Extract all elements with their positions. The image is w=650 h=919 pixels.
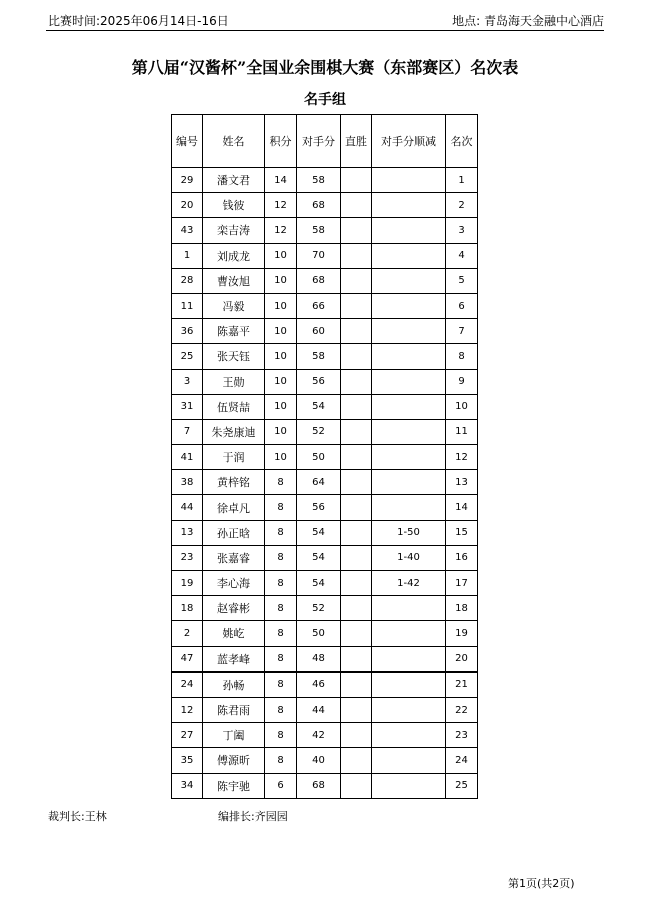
cell-score: 8: [265, 545, 297, 570]
table-row: [172, 621, 478, 646]
cell-name: 刘成龙: [203, 243, 265, 268]
cell-opponent-score: 44: [297, 697, 341, 722]
cell-direct-win: [341, 773, 372, 798]
cell-tiebreak: [372, 621, 446, 646]
cell-opponent-score: 54: [297, 394, 341, 419]
standings-table: [171, 114, 478, 799]
cell-opponent-score: 52: [297, 596, 341, 621]
cell-direct-win: [341, 369, 372, 394]
cell-score: 8: [265, 672, 297, 698]
cell-direct-win: [341, 621, 372, 646]
cell-name: 李心海: [203, 571, 265, 596]
column-header-rank: 名次: [446, 115, 478, 168]
cell-name: 潘文君: [203, 168, 265, 193]
cell-rank: 10: [446, 394, 478, 419]
cell-score: 8: [265, 723, 297, 748]
cell-rank: 14: [446, 495, 478, 520]
cell-id: 43: [172, 218, 203, 243]
cell-name: 伍贤喆: [203, 394, 265, 419]
cell-id: 36: [172, 319, 203, 344]
cell-name: 傅源昕: [203, 748, 265, 773]
cell-name: 陈君雨: [203, 697, 265, 722]
table-row: [172, 723, 478, 748]
table-row: [172, 168, 478, 193]
cell-opponent-score: 64: [297, 470, 341, 495]
cell-name: 徐卓凡: [203, 495, 265, 520]
table-row: [172, 495, 478, 520]
competition-date: 比赛时间:2025年06月14日-16日: [48, 14, 229, 28]
cell-direct-win: [341, 748, 372, 773]
cell-score: 8: [265, 571, 297, 596]
cell-id: 24: [172, 672, 203, 698]
cell-tiebreak: [372, 193, 446, 218]
cell-tiebreak: [372, 243, 446, 268]
cell-opponent-score: 68: [297, 268, 341, 293]
cell-name: 孙正晗: [203, 520, 265, 545]
cell-rank: 23: [446, 723, 478, 748]
cell-tiebreak: [372, 445, 446, 470]
cell-id: 12: [172, 697, 203, 722]
cell-name: 黄梓铭: [203, 470, 265, 495]
table-row: [172, 419, 478, 444]
cell-rank: 7: [446, 319, 478, 344]
cell-tiebreak: [372, 646, 446, 672]
cell-rank: 22: [446, 697, 478, 722]
cell-tiebreak: [372, 168, 446, 193]
cell-opponent-score: 54: [297, 545, 341, 570]
cell-tiebreak: [372, 495, 446, 520]
table-row: [172, 646, 478, 672]
cell-opponent-score: 40: [297, 748, 341, 773]
cell-score: 10: [265, 394, 297, 419]
cell-name: 陈宇驰: [203, 773, 265, 798]
cell-score: 12: [265, 218, 297, 243]
cell-direct-win: [341, 495, 372, 520]
cell-name: 王勋: [203, 369, 265, 394]
cell-tiebreak: [372, 369, 446, 394]
cell-rank: 17: [446, 571, 478, 596]
cell-tiebreak: 1-40: [372, 545, 446, 570]
cell-score: 10: [265, 369, 297, 394]
cell-score: 8: [265, 621, 297, 646]
cell-tiebreak: [372, 319, 446, 344]
cell-direct-win: [341, 193, 372, 218]
cell-id: 19: [172, 571, 203, 596]
cell-id: 1: [172, 243, 203, 268]
cell-opponent-score: 68: [297, 193, 341, 218]
table-row: [172, 697, 478, 722]
column-header-name: 姓名: [203, 115, 265, 168]
cell-score: 8: [265, 646, 297, 672]
cell-id: 20: [172, 193, 203, 218]
cell-tiebreak: [372, 218, 446, 243]
cell-tiebreak: [372, 419, 446, 444]
cell-id: 11: [172, 293, 203, 318]
cell-name: 丁阖: [203, 723, 265, 748]
table-row: [172, 319, 478, 344]
cell-rank: 11: [446, 419, 478, 444]
cell-opponent-score: 54: [297, 520, 341, 545]
document-title: 第八届“汉酱杯”全国业余围棋大赛（东部赛区）名次表: [131, 58, 519, 77]
cell-rank: 8: [446, 344, 478, 369]
cell-score: 10: [265, 419, 297, 444]
table-row: [172, 218, 478, 243]
cell-rank: 25: [446, 773, 478, 798]
cell-opponent-score: 48: [297, 646, 341, 672]
chief-arranger: 编排长:齐园园: [218, 810, 288, 823]
cell-opponent-score: 60: [297, 319, 341, 344]
cell-opponent-score: 70: [297, 243, 341, 268]
cell-opponent-score: 68: [297, 773, 341, 798]
cell-rank: 16: [446, 545, 478, 570]
cell-opponent-score: 56: [297, 369, 341, 394]
cell-name: 朱尧康迪: [203, 419, 265, 444]
page-number: 第1页(共2页): [508, 877, 575, 890]
cell-id: 44: [172, 495, 203, 520]
cell-id: 28: [172, 268, 203, 293]
cell-score: 8: [265, 748, 297, 773]
table-row: [172, 596, 478, 621]
column-header-tiebreak: 对手分顺减: [372, 115, 446, 168]
group-subtitle: 名手组: [304, 92, 346, 108]
cell-id: 25: [172, 344, 203, 369]
cell-id: 41: [172, 445, 203, 470]
cell-direct-win: [341, 419, 372, 444]
table-row: [172, 394, 478, 419]
table-row: [172, 344, 478, 369]
cell-score: 10: [265, 293, 297, 318]
cell-id: 18: [172, 596, 203, 621]
cell-direct-win: [341, 394, 372, 419]
cell-id: 35: [172, 748, 203, 773]
cell-rank: 13: [446, 470, 478, 495]
table-body: [172, 168, 478, 799]
cell-rank: 15: [446, 520, 478, 545]
cell-opponent-score: 54: [297, 571, 341, 596]
cell-rank: 5: [446, 268, 478, 293]
cell-score: 10: [265, 243, 297, 268]
cell-name: 蓝孝峰: [203, 646, 265, 672]
cell-direct-win: [341, 697, 372, 722]
column-header-direct-win: 直胜: [341, 115, 372, 168]
chief-referee: 裁判长:王林: [48, 810, 107, 823]
cell-rank: 12: [446, 445, 478, 470]
cell-name: 孙畅: [203, 672, 265, 698]
cell-name: 冯毅: [203, 293, 265, 318]
cell-rank: 18: [446, 596, 478, 621]
cell-rank: 19: [446, 621, 478, 646]
table-row: [172, 193, 478, 218]
cell-score: 8: [265, 495, 297, 520]
cell-id: 23: [172, 545, 203, 570]
cell-rank: 4: [446, 243, 478, 268]
cell-id: 2: [172, 621, 203, 646]
cell-score: 14: [265, 168, 297, 193]
cell-name: 陈嘉平: [203, 319, 265, 344]
cell-name: 赵睿彬: [203, 596, 265, 621]
cell-score: 10: [265, 344, 297, 369]
table-row: [172, 243, 478, 268]
table-row: [172, 672, 478, 698]
cell-tiebreak: [372, 596, 446, 621]
cell-direct-win: [341, 723, 372, 748]
cell-direct-win: [341, 319, 372, 344]
cell-id: 31: [172, 394, 203, 419]
cell-tiebreak: [372, 697, 446, 722]
cell-direct-win: [341, 218, 372, 243]
cell-rank: 21: [446, 672, 478, 698]
cell-direct-win: [341, 571, 372, 596]
cell-id: 47: [172, 646, 203, 672]
cell-rank: 1: [446, 168, 478, 193]
cell-direct-win: [341, 596, 372, 621]
cell-score: 8: [265, 520, 297, 545]
cell-direct-win: [341, 293, 372, 318]
header-divider: [46, 30, 604, 31]
cell-score: 8: [265, 596, 297, 621]
cell-direct-win: [341, 520, 372, 545]
cell-name: 栾吉涛: [203, 218, 265, 243]
cell-opponent-score: 42: [297, 723, 341, 748]
cell-direct-win: [341, 672, 372, 698]
cell-direct-win: [341, 243, 372, 268]
column-header-score: 积分: [265, 115, 297, 168]
cell-name: 钱彼: [203, 193, 265, 218]
cell-id: 34: [172, 773, 203, 798]
cell-rank: 24: [446, 748, 478, 773]
cell-opponent-score: 66: [297, 293, 341, 318]
cell-opponent-score: 52: [297, 419, 341, 444]
competition-location: 地点: 青岛海天金融中心酒店: [452, 14, 604, 28]
cell-name: 曹汝旭: [203, 268, 265, 293]
cell-score: 10: [265, 268, 297, 293]
cell-tiebreak: [372, 748, 446, 773]
cell-opponent-score: 56: [297, 495, 341, 520]
cell-rank: 20: [446, 646, 478, 672]
cell-direct-win: [341, 344, 372, 369]
table-row: [172, 369, 478, 394]
cell-name: 张天钰: [203, 344, 265, 369]
cell-name: 张嘉睿: [203, 545, 265, 570]
cell-opponent-score: 58: [297, 168, 341, 193]
cell-id: 38: [172, 470, 203, 495]
column-header-id: 编号: [172, 115, 203, 168]
cell-score: 8: [265, 470, 297, 495]
cell-rank: 9: [446, 369, 478, 394]
cell-opponent-score: 50: [297, 621, 341, 646]
cell-rank: 2: [446, 193, 478, 218]
table-row: [172, 293, 478, 318]
cell-direct-win: [341, 445, 372, 470]
cell-tiebreak: [372, 268, 446, 293]
cell-opponent-score: 58: [297, 344, 341, 369]
cell-direct-win: [341, 168, 372, 193]
cell-id: 3: [172, 369, 203, 394]
cell-tiebreak: 1-42: [372, 571, 446, 596]
cell-id: 7: [172, 419, 203, 444]
cell-rank: 6: [446, 293, 478, 318]
cell-score: 10: [265, 319, 297, 344]
cell-tiebreak: [372, 672, 446, 698]
column-header-opponent-score: 对手分: [297, 115, 341, 168]
cell-tiebreak: [372, 293, 446, 318]
cell-opponent-score: 50: [297, 445, 341, 470]
cell-tiebreak: [372, 344, 446, 369]
cell-name: 姚屹: [203, 621, 265, 646]
cell-tiebreak: [372, 773, 446, 798]
cell-id: 27: [172, 723, 203, 748]
table-header-row: [172, 115, 478, 168]
cell-direct-win: [341, 470, 372, 495]
table-row: [172, 520, 478, 545]
cell-score: 10: [265, 445, 297, 470]
table-row: [172, 545, 478, 570]
cell-id: 13: [172, 520, 203, 545]
cell-direct-win: [341, 646, 372, 672]
cell-direct-win: [341, 268, 372, 293]
cell-direct-win: [341, 545, 372, 570]
cell-tiebreak: [372, 723, 446, 748]
table-row: [172, 773, 478, 798]
table-row: [172, 571, 478, 596]
table-row: [172, 470, 478, 495]
cell-score: 6: [265, 773, 297, 798]
cell-score: 12: [265, 193, 297, 218]
cell-id: 29: [172, 168, 203, 193]
cell-opponent-score: 46: [297, 672, 341, 698]
cell-tiebreak: [372, 394, 446, 419]
cell-name: 于润: [203, 445, 265, 470]
cell-score: 8: [265, 697, 297, 722]
table-row: [172, 748, 478, 773]
cell-tiebreak: 1-50: [372, 520, 446, 545]
table-row: [172, 268, 478, 293]
cell-rank: 3: [446, 218, 478, 243]
cell-tiebreak: [372, 470, 446, 495]
cell-opponent-score: 58: [297, 218, 341, 243]
table-row: [172, 445, 478, 470]
